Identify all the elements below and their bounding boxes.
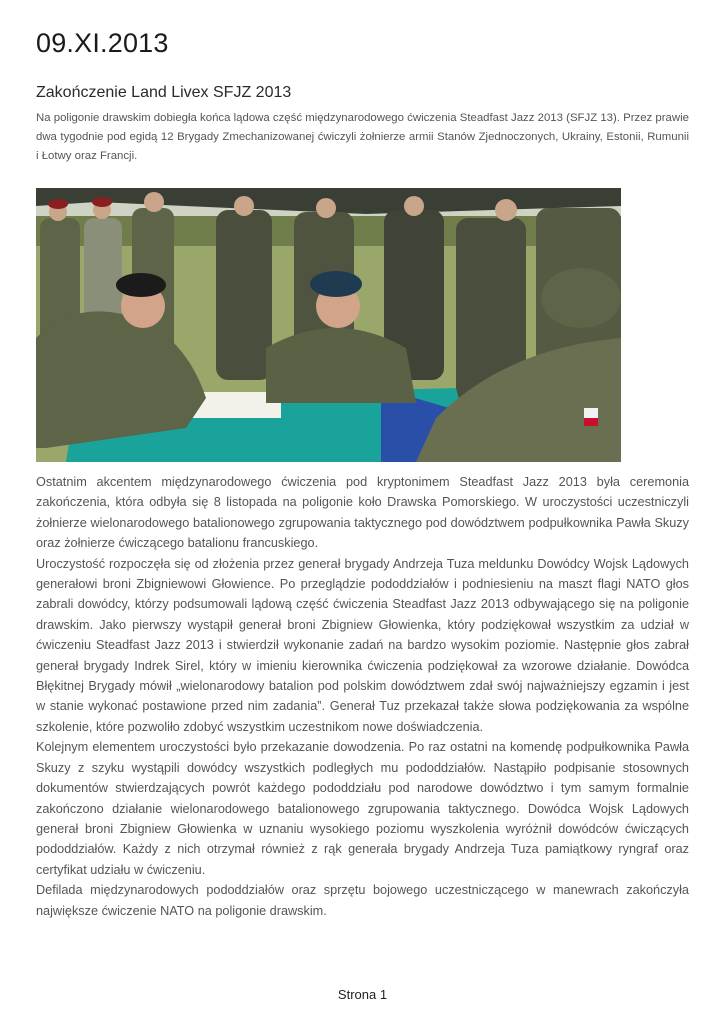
article-paragraph: Kolejnym elementem uroczystości było przekazanie dowodzenia. Po raz ostatni na komendę podpułkownika Pawła Skuzy z szyku wystąpili dowódcy wszystkich podległych mu pododdziałów. Nastąpiło podpisanie stosownych dokumentów stwierdzających powrót każdego pododdziału pod narodowe dowództwo i tym samym formalnie zakończono działanie wielonarodowego batalionowego zgrupowania taktycznego. Dowódca Wojsk Lądowych generał broni Zbigniew Głowienka w uznaniu wysokiego poziomu wyszkolenia wyróżnił dowódców ćwiczących pododdziałów. Każdy z nich otrzymał również z rąk generała brygady Andrzeja Tuza pamiątkowy ryngraf oraz certyfikat udziału w ćwiczeniu. xyxy=(36,740,689,877)
article-title: Zakończenie Land Livex SFJZ 2013 xyxy=(36,84,292,101)
article-paragraph: Ostatnim akcentem międzynarodowego ćwiczenia pod kryptonimem Steadfast Jazz 2013 była ceremonia zakończenia, która odbyła się 8 listopada na poligonie koło Drawska Pomorskiego. W uroczystości uczestniczyli żołnierze wielonarodowego batalionowego zgrupowania taktycznego pod dowództwem podpułkownika Pawła Skuzy oraz żołnierze ćwiczącego batalionu francuskiego. xyxy=(36,475,689,551)
page-date: 09.XI.2013 xyxy=(36,28,169,58)
article-paragraph: Uroczystość rozpoczęła się od złożenia przez generał brygady Andrzeja Tuza meldunku Dowódcy Wojsk Lądowych generałowi broni Zbigniewowi Głowience. Po przeglądzie pododdziałów i podniesieniu na maszt flagi NATO głos zabrali dowódcy, którzy podsumowali lądową część ćwiczenia Steadfast Jazz 2013 odbywającego się na poligonie drawskim. Jako pierwszy wystąpił generał broni Zbigniew Głowienka, który podziękował wszystkim za udział w ćwiczeniu Steadfast Jazz 2013 i stwierdził wykonanie zadań na bardzo wysokim poziomie. Następnie głos zabrał generał brygady Indrek Sirel, który w imieniu kierownika ćwiczenia podziękował za wzorowe działanie. Dowódca Błękitnej Brygady mówił „wielonarodowy batalion pod polskim dowództwem zdał swój najważniejszy egzamin i jest w stanie wykonać postawione przed nim zadania”. Generał Tuz przekazał także słowa podziękowania za wspólne szkolenie, które pozwoliło zdobyć wszystkim uczestnikom nowe doświadczenia. xyxy=(36,556,689,734)
signing-ceremony-photo xyxy=(36,188,621,462)
article-photo xyxy=(36,188,621,462)
article-lead: Na poligonie drawskim dobiegła końca lądowa część międzynarodowego ćwiczenia Steadfast Jazz 2013 (SFJZ 13). Przez prawie dwa tygodnie pod egidą 12 Brygady Zmechanizowanej ćwiczyli żołnierze armii Stanów Zjednoczonych, Ukrainy, Estonii, Rumunii i Łotwy oraz Francji. xyxy=(36,112,689,162)
article-paragraph: Defilada międzynarodowych pododdziałów oraz sprzętu bojowego uczestniczącego w manewrach zakończyła największe ćwiczenie NATO na poligonie drawskim. xyxy=(36,883,689,918)
article-body xyxy=(36,472,689,921)
page-number: Strona 1 xyxy=(337,987,388,1002)
